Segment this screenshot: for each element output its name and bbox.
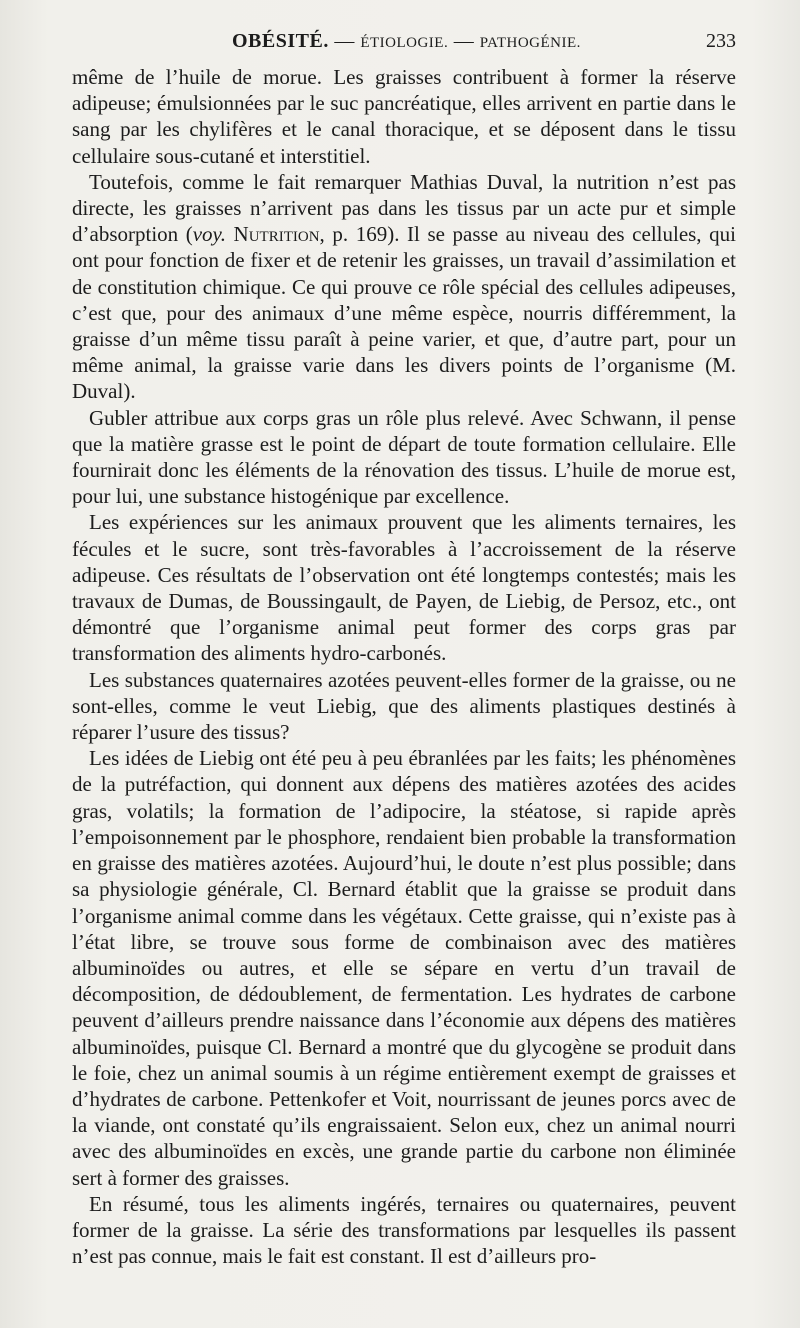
smallcaps-reference: Nutrition (225, 222, 320, 247)
paragraph: même de l’huile de morue. Les graisses contribuent à former la réserve adipeuse; émulsionnées par le suc pancréatique, elles arrivent en partie dans le sang par les chylifères et le canal thoracique, et se déposent dans le tissu cellulaire sous-cutané et interstitiel. (72, 65, 736, 168)
paragraph: En résumé, tous les aliments ingérés, ternaires ou quaternaires, peuvent former de la graisse. La série des transformations par lesquelles ils passent n’est pas connue, mais le fait est constant. Il est d’ailleurs pro- (72, 1191, 736, 1269)
paragraph: Gubler attribue aux corps gras un rôle plus relevé. Avec Schwann, il pense que la matière grasse est le point de départ de toute formation cellulaire. Elle fournirait donc les éléments de la rénovation des tissus. L’huile de morue est, pour lui, une substance histogénique par excellence. (72, 405, 736, 509)
title-pathogenie: PATHOGÉNIE. (479, 35, 581, 51)
title-etiologie: ÉTIOLOGIE. (360, 35, 449, 51)
paragraph-text: Toutefois, comme le fait remarquer Mathias Duval, la nutrition n’est pas directe, les graisses n’arrivent pas dans les tissus par un acte pur et simple d’absorption ( (72, 169, 736, 247)
paragraph: Les idées de Liebig ont été peu à peu ébranlées par les faits; les phénomènes de la putréfaction, qui donnent aux dépens des matières azotées des acides gras, volatils; la formation de l’adipocire, la stéatose, si rapide après l’empoisonnement par le phosphore, rendaient bien probable la transformation en graisse des matières azotées. Aujourd’hui, le doute n’est plus possible; dans sa physiologie générale, Cl. Bernard établit que la graisse se produit dans l’organisme animal comme dans les végétaux. Cette graisse, qui n’existe pas à l’état libre, se trouve sous forme de combinaison avec des matières albuminoïdes ou autres, et elle se sépare en vertu d’un travail de décomposition, de dédoublement, de fermentation. Les hydrates de carbone peuvent d’ailleurs prendre naissance dans l’économie aux dépens des matières albuminoïdes, puisque Cl. Bernard a montré que du glycogène se produit dans le foie, chez un animal soumis à un régime entièrement exempt de graisses et d’hydrates de carbone. Pettenkofer et Voit, nourrissant de jeunes porcs avec de la viande, ont constaté qu’ils engraissaient. Selon eux, chez un animal nourri avec des albuminoïdes en excès, une grande partie du carbone non éliminée sert à former des graisses. (72, 746, 736, 1190)
paragraph (72, 169, 736, 405)
running-title (232, 30, 581, 53)
title-separator: — (328, 30, 361, 52)
title-separator: — (448, 30, 480, 52)
running-header (72, 30, 736, 58)
italic-reference: voy. (192, 222, 226, 247)
paragraph: Les substances quaternaires azotées peuvent-elles former de la graisse, ou ne sont-elles, comme le veut Liebig, que des aliments plastiques destinés à réparer l’usure des tissus? (72, 667, 736, 745)
title-main: OBÉSITÉ. (232, 30, 329, 52)
body-text (72, 64, 736, 1269)
paragraph: Les expériences sur les animaux prouvent que les aliments ternaires, les fécules et le sucre, sont très-favorables à l’accroissement de la réserve adipeuse. Ces résultats de l’observation ont été longtemps contestés; mais les travaux de Dumas, de Boussingault, de Payen, de Liebig, de Persoz, etc., ont démontré que l’organisme animal peut former des corps gras par transformation des aliments hydro-carbonés. (72, 510, 736, 666)
page-number: 233 (706, 30, 736, 52)
paragraph-text: , p. 169). Il se passe au niveau des cellules, qui ont pour fonction de fixer et de retenir les graisses, un travail d’assimilation et de constitution chimique. Ce qui prouve ce rôle spécial des cellules adipeuses, c’est que, pour des animaux d’une même espèce, nourris différemment, la graisse d’un même tissu paraît à peine varier, et que, d’autre part, pour un même animal, la graisse varie dans les divers points de l’organisme (M. Duval). (72, 222, 736, 404)
